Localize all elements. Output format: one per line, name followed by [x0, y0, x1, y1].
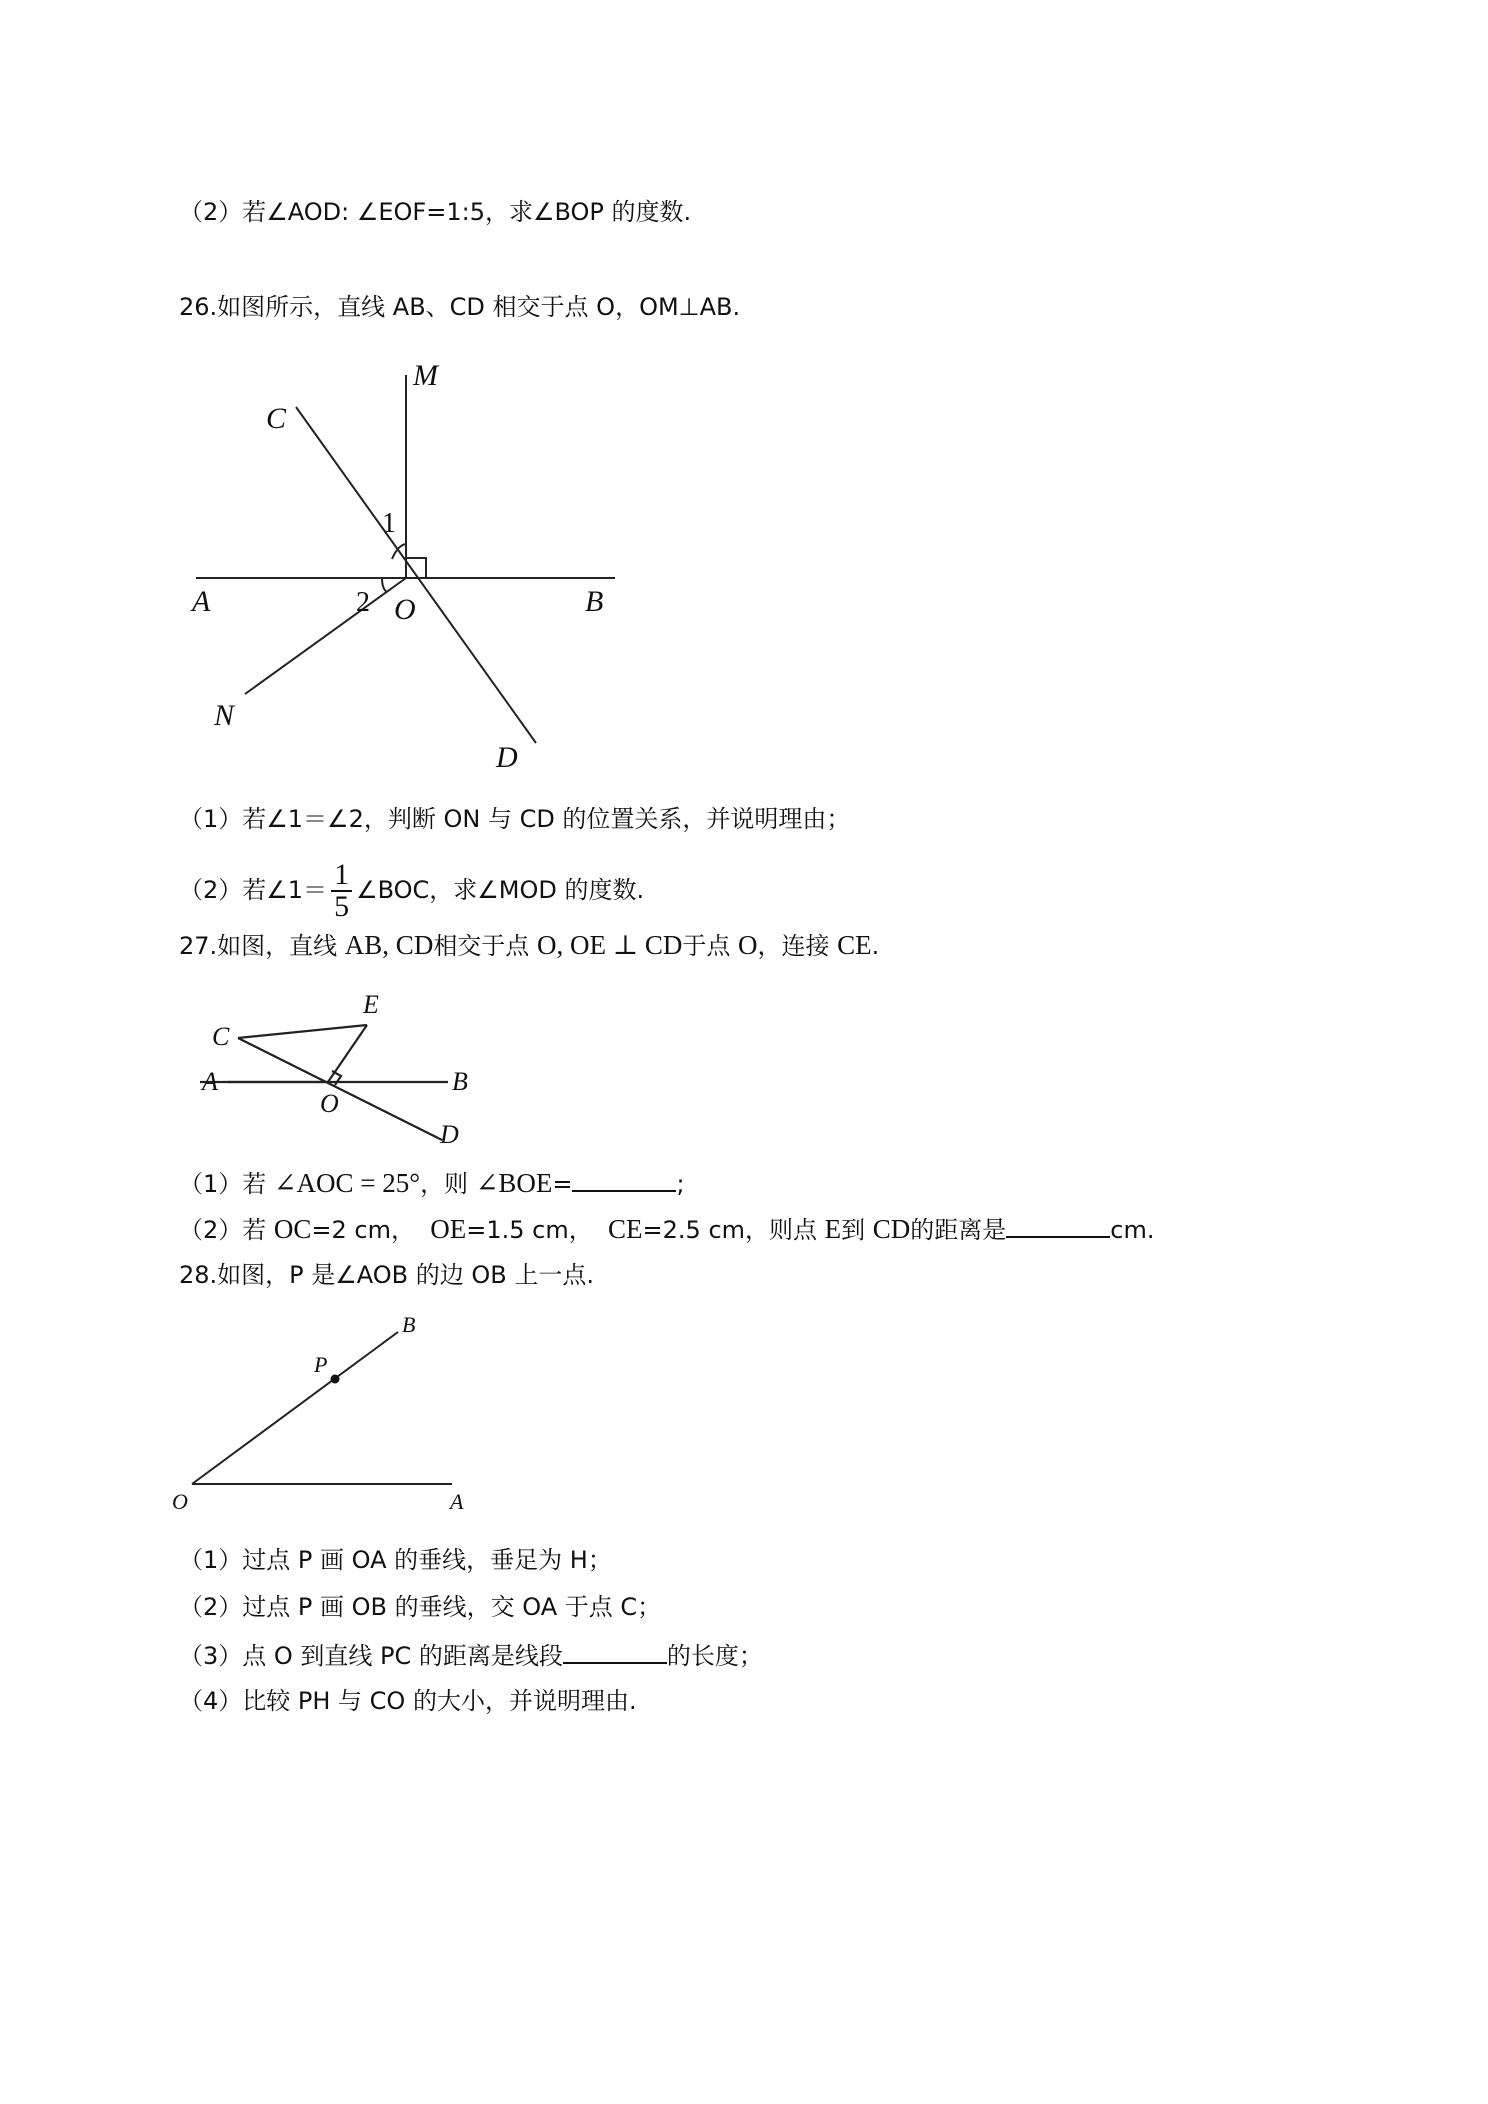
q28-figure: [170, 1310, 470, 1514]
q26-label-o: O: [394, 593, 416, 626]
q27-part2-i: 到: [841, 1216, 873, 1244]
q27-stem-e: 于点: [682, 932, 738, 960]
q26-label-1: 1: [382, 508, 396, 539]
q28-stem: 28.如图，P 是∠AOB 的边 OB 上一点.: [179, 1261, 595, 1289]
q26-part2-prefix: （2）若∠1＝: [179, 876, 328, 904]
q26-label-a: A: [192, 585, 211, 618]
q26-line-cd: [296, 407, 536, 743]
q27-part2-f: CE: [608, 1214, 643, 1244]
q26-part1: （1）若∠1＝∠2，判断 ON 与 CD 的位置关系，并说明理由；: [179, 805, 851, 833]
q28-part1: （1）过点 P 画 OA 的垂线，垂足为 H；: [179, 1546, 612, 1574]
q28-ray-ob: [192, 1332, 398, 1484]
q28-part3-b: 的长度；: [666, 1642, 763, 1670]
q28-part3: [179, 1638, 763, 1671]
q28-part3-blank: [563, 1638, 667, 1664]
q28-part4: （4）比较 PH 与 CO 的大小，并说明理由.: [179, 1687, 637, 1715]
q26-stem: 26.如图所示，直线 AB、CD 相交于点 O，OM⊥AB.: [179, 293, 741, 321]
q28-label-a: A: [450, 1489, 464, 1514]
q27-stem-b: AB, CD: [344, 930, 434, 960]
q27-label-c: C: [212, 1022, 230, 1051]
q27-label-o: O: [320, 1089, 339, 1118]
q27-stem: [179, 930, 879, 961]
q27-stem-c: 相交于点: [433, 932, 537, 960]
q27-part2-j: CD: [872, 1214, 911, 1244]
q26-label-n: N: [214, 699, 235, 732]
q27-stem-h: CE: [837, 930, 872, 960]
q27-stem-d: O, OE ⊥ CD: [536, 930, 683, 960]
q27-label-d: D: [440, 1120, 459, 1149]
q26-ray-on: [245, 578, 406, 694]
q27-stem-i: .: [871, 932, 880, 960]
q27-part1-e: =: [552, 1170, 573, 1198]
q27-part2-c: =2 cm，: [311, 1216, 431, 1244]
q28-label-b: B: [402, 1312, 416, 1337]
q27-stem-a: 27.如图，直线: [179, 932, 345, 960]
q27-part1-f: ;: [676, 1170, 685, 1198]
q26-angle2-arc: [382, 578, 387, 592]
q27-line-cd: [238, 1038, 442, 1140]
q27-part2-e: =1.5 cm，: [466, 1216, 609, 1244]
q26-label-b: B: [585, 585, 604, 618]
q27-part2-g: =2.5 cm，则点: [642, 1216, 825, 1244]
q28-point-p: [331, 1375, 340, 1384]
q27-part1-blank: [572, 1166, 676, 1192]
q27-part2-d: OE: [430, 1214, 467, 1244]
q27-part2-l: cm.: [1110, 1216, 1155, 1244]
q27-label-e: E: [363, 990, 379, 1019]
q26-label-d: D: [496, 741, 518, 774]
q27-part2-blank: [1006, 1212, 1110, 1238]
q27-part2-h: E: [824, 1214, 842, 1244]
q27-part1-d: ∠BOE: [475, 1168, 553, 1198]
q28-part3-a: （3）点 O 到直线 PC 的距离是线段: [179, 1642, 563, 1670]
q27-part1-a: （1）若: [179, 1170, 274, 1198]
q27-part1: [179, 1166, 685, 1199]
q26-part2-suffix: ∠BOC，求∠MOD 的度数.: [356, 876, 645, 904]
q28-part2: （2）过点 P 画 OB 的垂线，交 OA 于点 C；: [179, 1593, 662, 1621]
q27-part2-a: （2）若: [179, 1216, 274, 1244]
q28-label-p: P: [314, 1352, 328, 1377]
q26-fraction-num: 1: [331, 860, 352, 892]
q27-segment-ce: [238, 1025, 367, 1038]
q27-part1-b: ∠AOC = 25°: [273, 1168, 421, 1198]
q27-stem-f: O: [737, 930, 758, 960]
q27-label-b: B: [452, 1067, 468, 1096]
q26-label-m: M: [413, 359, 438, 392]
q27-figure: [200, 985, 500, 1155]
q26-fraction: [331, 860, 352, 922]
q26-label-c: C: [266, 402, 287, 435]
q26-figure: [160, 355, 640, 775]
q26-part2: [179, 858, 645, 923]
q28-label-o: O: [172, 1489, 188, 1514]
q27-part2-k: 的距离是: [910, 1216, 1007, 1244]
q27-part2: [179, 1212, 1155, 1245]
q27-label-a: A: [202, 1067, 218, 1096]
q26-label-2: 2: [356, 587, 370, 618]
q25-part2: （2）若∠AOD: ∠EOF=1:5，求∠BOP 的度数.: [179, 198, 692, 226]
q27-segment-oe: [328, 1025, 367, 1082]
q27-stem-g: ，连接: [757, 932, 838, 960]
q26-fraction-den: 5: [334, 890, 350, 923]
q27-part2-b: OC: [273, 1214, 312, 1244]
q27-part1-c: ，则: [420, 1170, 476, 1198]
